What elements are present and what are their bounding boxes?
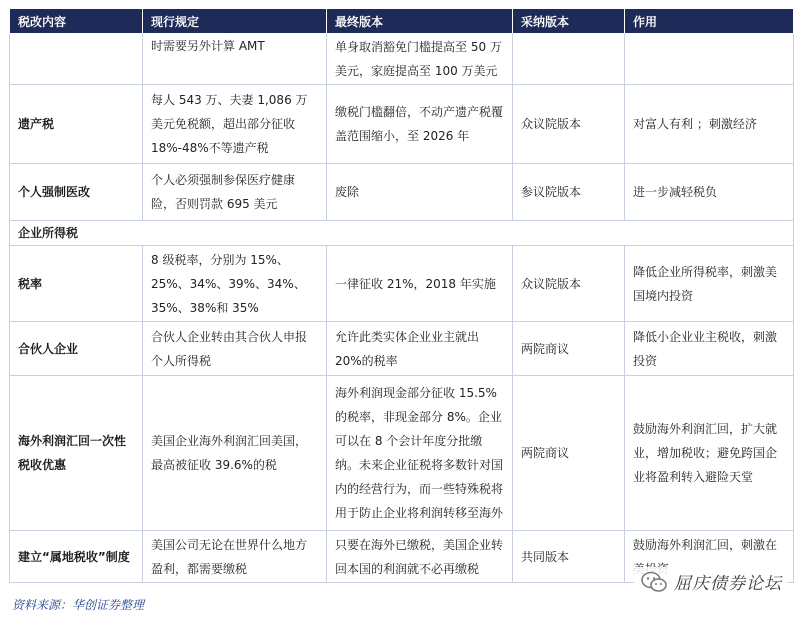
row-adopted <box>513 34 625 85</box>
wechat-icon <box>640 570 668 594</box>
row-name: 遗产税 <box>10 85 143 164</box>
row-final: 废除 <box>327 164 513 221</box>
row-current: 每人 543 万、夫妻 1,086 万美元免税额，超出部分征收 18%-48%不等遗产税 <box>143 85 327 164</box>
row-adopted: 众议院版本 <box>513 246 625 322</box>
watermark <box>634 567 788 596</box>
header-adopted-version: 采纳版本 <box>513 9 625 34</box>
row-name: 合伙人企业 <box>10 322 143 376</box>
row-adopted: 共同版本 <box>513 531 625 583</box>
header-current-rule: 现行规定 <box>143 9 327 34</box>
watermark-text: 屈庆债券论坛 <box>674 574 782 594</box>
row-name: 税率 <box>10 246 143 322</box>
section-row <box>10 221 794 246</box>
row-current: 8 级税率，分别为 15%、25%、34%、39%、34%、35%、38%和 35% <box>143 246 327 322</box>
table-row <box>10 85 794 164</box>
row-effect: 对富人有利 ；刺激经济 <box>625 85 794 164</box>
row-current: 美国公司无论在世界什么地方盈利，都需要缴税 <box>143 531 327 583</box>
table-row <box>10 34 794 85</box>
row-adopted: 两院商议 <box>513 322 625 376</box>
row-effect: 进一步减轻税负 <box>625 164 794 221</box>
row-name: 海外利润汇回一次性税收优惠 <box>10 376 143 531</box>
row-adopted: 参议院版本 <box>513 164 625 221</box>
row-effect: 鼓励海外利润汇回，扩大就业，增加税收；避免跨国企业将盈利转入避险天堂 <box>625 376 794 531</box>
table-row <box>10 164 794 221</box>
section-title: 企业所得税 <box>10 221 794 246</box>
row-final: 一律征收 21%，2018 年实施 <box>327 246 513 322</box>
table-row <box>10 322 794 376</box>
row-final: 缴税门槛翻倍，不动产遗产税覆盖范围缩小，至 2026 年 <box>327 85 513 164</box>
row-effect: 降低小企业业主税收，刺激投资 <box>625 322 794 376</box>
row-final: 只要在海外已缴税，美国企业转回本国的利润就不必再缴税 <box>327 531 513 583</box>
row-current: 时需要另外计算 AMT <box>143 34 327 85</box>
header-tax-item: 税改内容 <box>10 9 143 34</box>
source-note: 资料来源：华创证券整理 <box>12 598 145 612</box>
header-final-version: 最终版本 <box>327 9 513 34</box>
row-name <box>10 34 143 85</box>
table-header-row <box>10 9 794 34</box>
row-current: 美国企业海外利润汇回美国，最高被征收 39.6%的税 <box>143 376 327 531</box>
row-current: 个人必须强制参保医疗健康险，否则罚款 695 美元 <box>143 164 327 221</box>
header-effect: 作用 <box>625 9 794 34</box>
row-adopted: 两院商议 <box>513 376 625 531</box>
row-effect: 鼓励海外利润汇回，刺激在 <box>625 531 794 583</box>
row-effect: 降低企业所得税率，刺激美国境内投资 <box>625 246 794 322</box>
table-row <box>10 376 794 531</box>
row-adopted: 众议院版本 <box>513 85 625 164</box>
row-name: 个人强制医改 <box>10 164 143 221</box>
row-final: 允许此类实体企业业主就出 20%的税率 <box>327 322 513 376</box>
row-final: 海外利润现金部分征收 15.5%的税率，非现金部分 8%。企业可以在 8 个会计年度分批缴纳。未来企业征税将多数针对国内的经营行为，而一些特殊税将用于防止企业将利润转移至海外 <box>327 376 513 531</box>
row-effect <box>625 34 794 85</box>
tax-reform-table <box>9 8 794 583</box>
table-row <box>10 246 794 322</box>
row-current: 合伙人企业转由其合伙人申报个人所得税 <box>143 322 327 376</box>
row-name: 建立“属地税收”制度 <box>10 531 143 583</box>
row-final: 单身取消豁免门槛提高至 50 万美元，家庭提高至 100 万美元 <box>327 34 513 85</box>
